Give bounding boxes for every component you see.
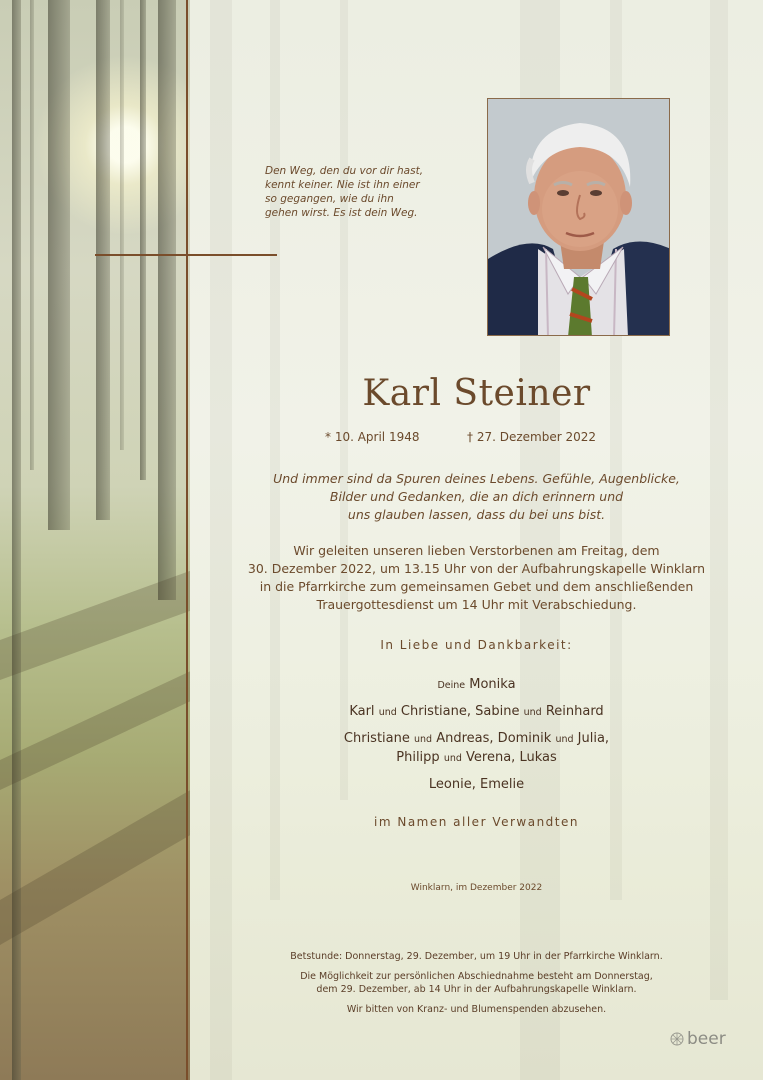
birth-date: * 10. April 1948 [325,430,420,444]
mourner-row [190,676,763,695]
logo-text: beer [687,1029,726,1049]
funeral-home-logo [670,1029,726,1049]
death-date: † 27. Dezember 2022 [467,430,596,444]
mourner-conjunction: und [378,707,397,718]
mourner-row [190,776,763,794]
poem-line: gehen wirst. Es ist dein Weg. [265,207,418,219]
faded-background [190,0,763,1080]
footer-line: Die Möglichkeit zur persönlichen Abschiednahme besteht am Donnerstag, [300,970,653,982]
mourner-name: Christiane [343,731,410,746]
notice-line: Wir geleiten unseren lieben Verstorbenen am Freitag, dem [293,543,660,558]
cross-horizontal-line [95,254,277,256]
mourner-name: Reinhard [545,704,604,719]
mourner-conjunction: und [414,734,433,745]
footer-line: Betstunde: Donnerstag, 29. Dezember, um 19 Uhr in der Pfarrkirche Winklarn. [290,951,663,962]
mourner-name: Christiane, Sabine [400,704,520,719]
funeral-notice [190,542,763,614]
mourner-row [190,730,763,749]
forest-background [0,0,190,1080]
mourner-row [190,749,763,768]
notice-line: Trauergottesdienst um 14 Uhr mit Verabschiedung. [316,597,637,612]
mourner-name: Karl [349,704,375,719]
deceased-name: Karl Steiner [362,373,591,414]
dandelion-icon [670,1032,684,1046]
quote-line: Bilder und Gedanken, die an dich erinnern und [329,489,624,504]
mourners-list [190,676,763,794]
footer-line: dem 29. Dezember, ab 14 Uhr in der Aufbahrungskapelle Winklarn. [316,984,637,995]
mourner-conjunction: und [555,734,574,745]
mourner-name: Leonie, Emelie [428,777,525,792]
notice-line: 30. Dezember 2022, um 13.15 Uhr von der Aufbahrungskapelle Winklarn [247,561,706,576]
mourner-conjunction: und [443,753,462,764]
quote-line: Und immer sind da Spuren deines Lebens. Gefühle, Augenblicke, [273,471,680,486]
memorial-quote [190,470,763,524]
mourner-conjunction: und [523,707,542,718]
mourner-name: Andreas, Dominik [436,731,552,746]
mourner-name: Monika [469,677,516,692]
mourner-row [190,703,763,722]
mourner-name: Philipp [396,750,440,765]
mourner-name: Julia, [577,731,610,746]
notice-line: in die Pfarrkirche zum gemeinsamen Gebet und dem anschließenden [259,579,694,594]
footer-info [190,950,763,1016]
mourner-prefix: Deine [437,680,466,691]
relatives-line: im Namen aller Verwandten [374,815,579,829]
mourner-name: Verena, Lukas [466,750,557,765]
cross-vertical-line [186,0,188,1080]
poem-line: kennt keiner. Nie ist ihn einer [265,179,420,191]
poem-line: Den Weg, den du vor dir hast, [265,165,424,177]
quote-line: uns glauben lassen, dass du bei uns bist. [347,507,606,522]
love-gratitude-line: In Liebe und Dankbarkeit: [380,638,573,652]
footer-line: Wir bitten von Kranz- und Blumenspenden abzusehen. [346,1003,607,1015]
portrait-photo [487,98,670,336]
poem [265,164,465,220]
poem-line: so gegangen, wie du ihn [265,193,394,205]
place-date: Winklarn, im Dezember 2022 [410,883,543,893]
